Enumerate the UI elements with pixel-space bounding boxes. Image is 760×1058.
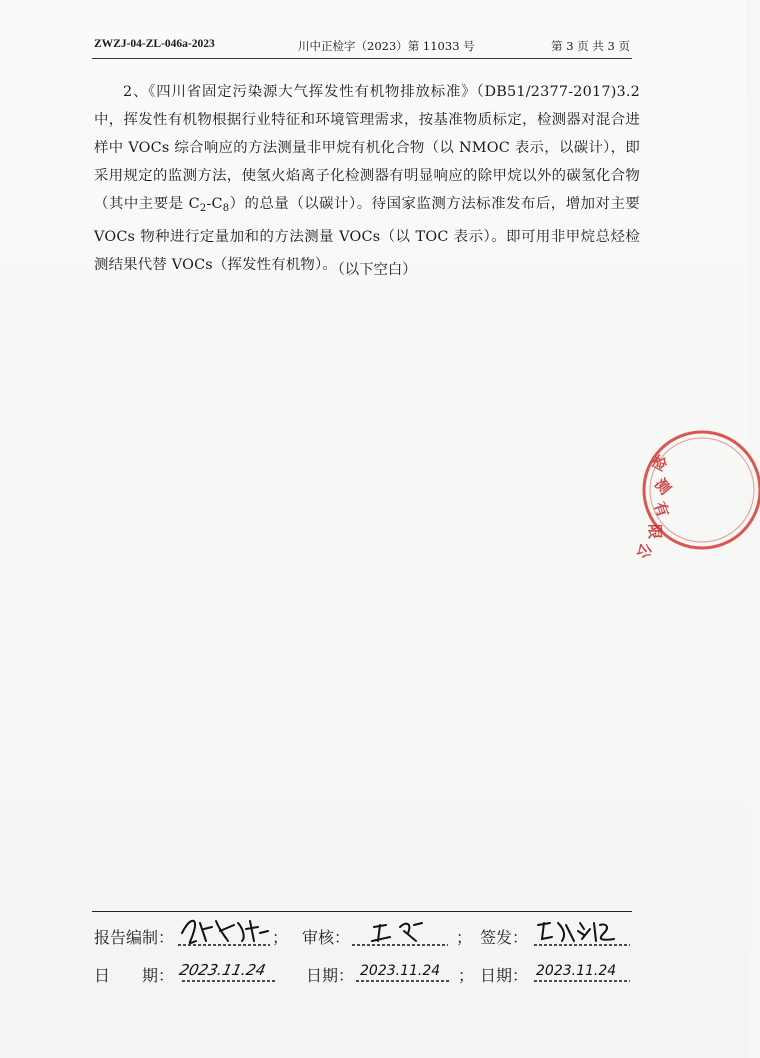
page-header xyxy=(94,38,630,60)
svg-text:限: 限 xyxy=(646,524,664,540)
svg-text:检: 检 xyxy=(648,451,671,475)
body-text xyxy=(94,78,640,279)
date-row: 日 期： 2023.11.24 日期： 2023.11.24 ； 日期： 2023.11.24 xyxy=(94,963,634,993)
issue-date xyxy=(534,949,634,993)
svg-text:2023.11.24: 2023.11.24 xyxy=(536,963,617,979)
date-label-compiled: 日 期： xyxy=(94,966,175,985)
svg-text:测: 测 xyxy=(650,475,675,499)
date-label-review: 日期： xyxy=(306,966,355,985)
signature-row: 报告编制： ； 审核： ； 签发： xyxy=(94,925,634,955)
svg-text:有: 有 xyxy=(650,499,673,520)
svg-text:2023.11.24: 2023.11.24 xyxy=(360,963,441,979)
page-indicator: 第 3 页 共 3 页 xyxy=(551,39,630,53)
review-date xyxy=(356,949,452,993)
compiled-date xyxy=(177,949,278,993)
review-label: 审核： xyxy=(302,928,351,947)
report-number: 川中正检字（2023）第 11033 号 xyxy=(298,39,475,53)
company-seal xyxy=(633,420,760,561)
svg-text:公: 公 xyxy=(633,540,656,561)
svg-text:2023.11.24: 2023.11.24 xyxy=(177,961,268,979)
date-label-issue: 日期： xyxy=(480,966,529,985)
paragraph-2: 2、《四川省固定污染源大气挥发性有机物排放标准》（DB51/2377-2017)3.2中，挥发性有机物根据行业特征和环境管理需求，按基准物质标定，检测器对混合进样中 VOCs 综合响应的方法测量非甲烷有机化合物（以 NMOC 表示，以碳计），即采用规定的监测方法，使氢火焰离子化检测器有明显响应的除甲烷以外的碳氢化合物（其中主要是 $C_2-C_8$）的总量（以碳计）。待国家监测方法标准发布后，增加对主要 VOCs 物种进行定量加和的方法测量 VOCs（以 TOC 表示）。即可用非甲烷总烃检测结果代替 VOCs（挥发性有机物）。 xyxy=(94,84,640,273)
blank-note: （以下空白） xyxy=(330,262,417,278)
compiled-by-label: 报告编制： xyxy=(94,928,175,947)
document-code: ZWZJ-04-ZL-046a-2023 xyxy=(94,38,215,50)
issue-label: 签发： xyxy=(480,928,529,947)
header-divider xyxy=(92,58,632,59)
